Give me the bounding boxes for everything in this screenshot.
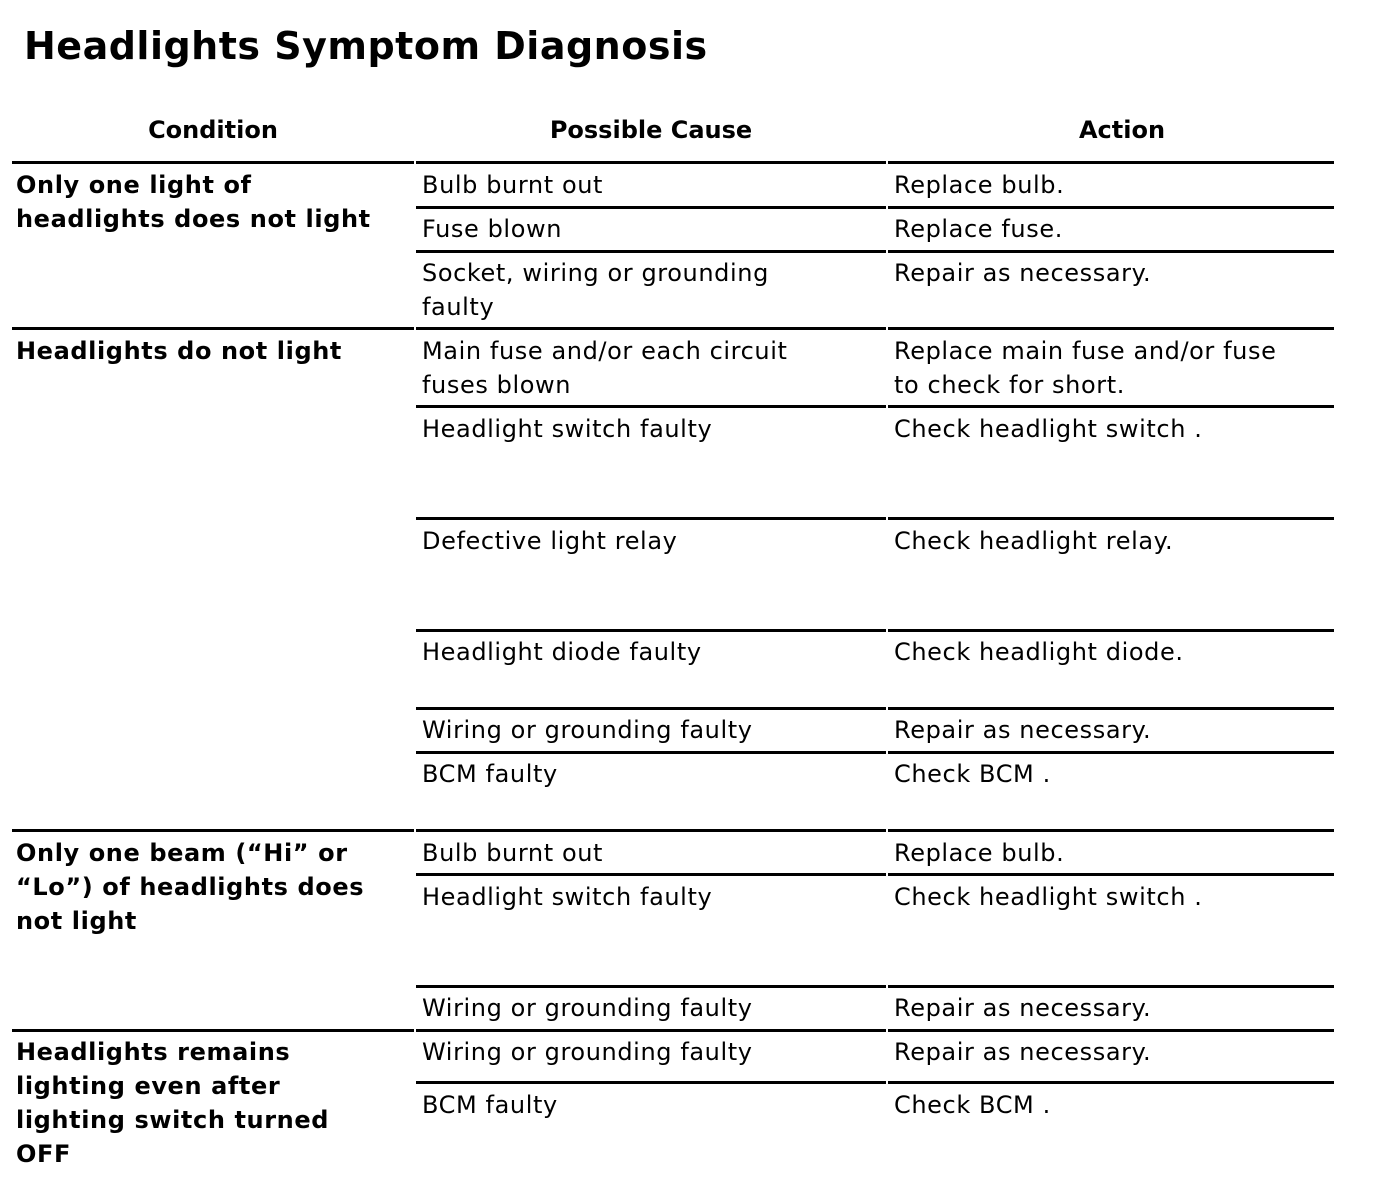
row-divider <box>416 707 886 710</box>
action-cell: Check BCM . <box>894 1091 1051 1119</box>
row-divider <box>416 829 886 832</box>
row-divider <box>416 873 886 876</box>
row-divider <box>416 405 886 408</box>
row-divider <box>888 250 1334 253</box>
cause-cell: BCM faulty <box>422 1091 558 1119</box>
row-divider <box>888 629 1334 632</box>
cause-cell: Socket, wiring or grounding faulty <box>422 259 769 321</box>
column-header-condition: Condition <box>148 116 278 144</box>
action-cell: Replace bulb. <box>894 171 1065 199</box>
row-divider <box>888 161 1334 164</box>
row-divider <box>416 250 886 253</box>
cause-cell: Wiring or grounding faulty <box>422 994 753 1022</box>
action-cell: Replace main fuse and/or fuse to check for short. <box>894 337 1277 399</box>
action-cell: Check headlight switch . <box>894 415 1203 443</box>
condition-cell: Headlights remains lighting even after lighting switch turned OFF <box>16 1038 330 1168</box>
action-cell: Repair as necessary. <box>894 716 1152 744</box>
cause-cell: Main fuse and/or each circuit fuses blown <box>422 337 788 399</box>
row-divider <box>416 161 886 164</box>
page-title: Headlights Symptom Diagnosis <box>24 24 708 68</box>
action-cell: Replace fuse. <box>894 215 1063 243</box>
cause-cell: Headlight switch faulty <box>422 883 713 911</box>
row-divider <box>12 161 414 164</box>
row-divider <box>888 873 1334 876</box>
row-divider <box>416 985 886 988</box>
action-cell: Check BCM . <box>894 760 1051 788</box>
row-divider <box>416 327 886 330</box>
row-divider <box>888 206 1334 209</box>
row-divider <box>888 1081 1334 1084</box>
row-divider <box>888 517 1334 520</box>
action-cell: Repair as necessary. <box>894 1038 1152 1066</box>
row-divider <box>12 327 414 330</box>
row-divider <box>416 751 886 754</box>
row-divider <box>888 985 1334 988</box>
column-header-cause: Possible Cause <box>549 116 753 144</box>
cause-cell: Bulb burnt out <box>422 839 604 867</box>
cause-cell: Headlight diode faulty <box>422 638 702 666</box>
cause-cell: Headlight switch faulty <box>422 415 713 443</box>
action-cell: Check headlight switch . <box>894 883 1203 911</box>
condition-cell: Headlights do not light <box>16 337 342 365</box>
condition-cell: Only one beam (“Hi” or “Lo”) of headlights does not light <box>16 839 365 935</box>
row-divider <box>416 1081 886 1084</box>
row-divider <box>12 1029 414 1032</box>
row-divider <box>888 707 1334 710</box>
row-divider <box>888 751 1334 754</box>
cause-cell: BCM faulty <box>422 760 558 788</box>
cause-cell: Wiring or grounding faulty <box>422 1038 753 1066</box>
condition-cell: Only one light of headlights does not light <box>16 171 371 233</box>
row-divider <box>416 629 886 632</box>
row-divider <box>416 1029 886 1032</box>
row-divider <box>888 829 1334 832</box>
action-cell: Check headlight diode. <box>894 638 1184 666</box>
action-cell: Replace bulb. <box>894 839 1065 867</box>
cause-cell: Defective light relay <box>422 527 678 555</box>
row-divider <box>416 206 886 209</box>
row-divider <box>888 327 1334 330</box>
row-divider <box>416 517 886 520</box>
cause-cell: Bulb burnt out <box>422 171 604 199</box>
action-cell: Repair as necessary. <box>894 259 1152 287</box>
row-divider <box>12 829 414 832</box>
row-divider <box>888 1029 1334 1032</box>
action-cell: Repair as necessary. <box>894 994 1152 1022</box>
cause-cell: Wiring or grounding faulty <box>422 716 753 744</box>
cause-cell: Fuse blown <box>422 215 563 243</box>
action-cell: Check headlight relay. <box>894 527 1174 555</box>
row-divider <box>888 405 1334 408</box>
column-header-action: Action <box>1078 116 1166 144</box>
